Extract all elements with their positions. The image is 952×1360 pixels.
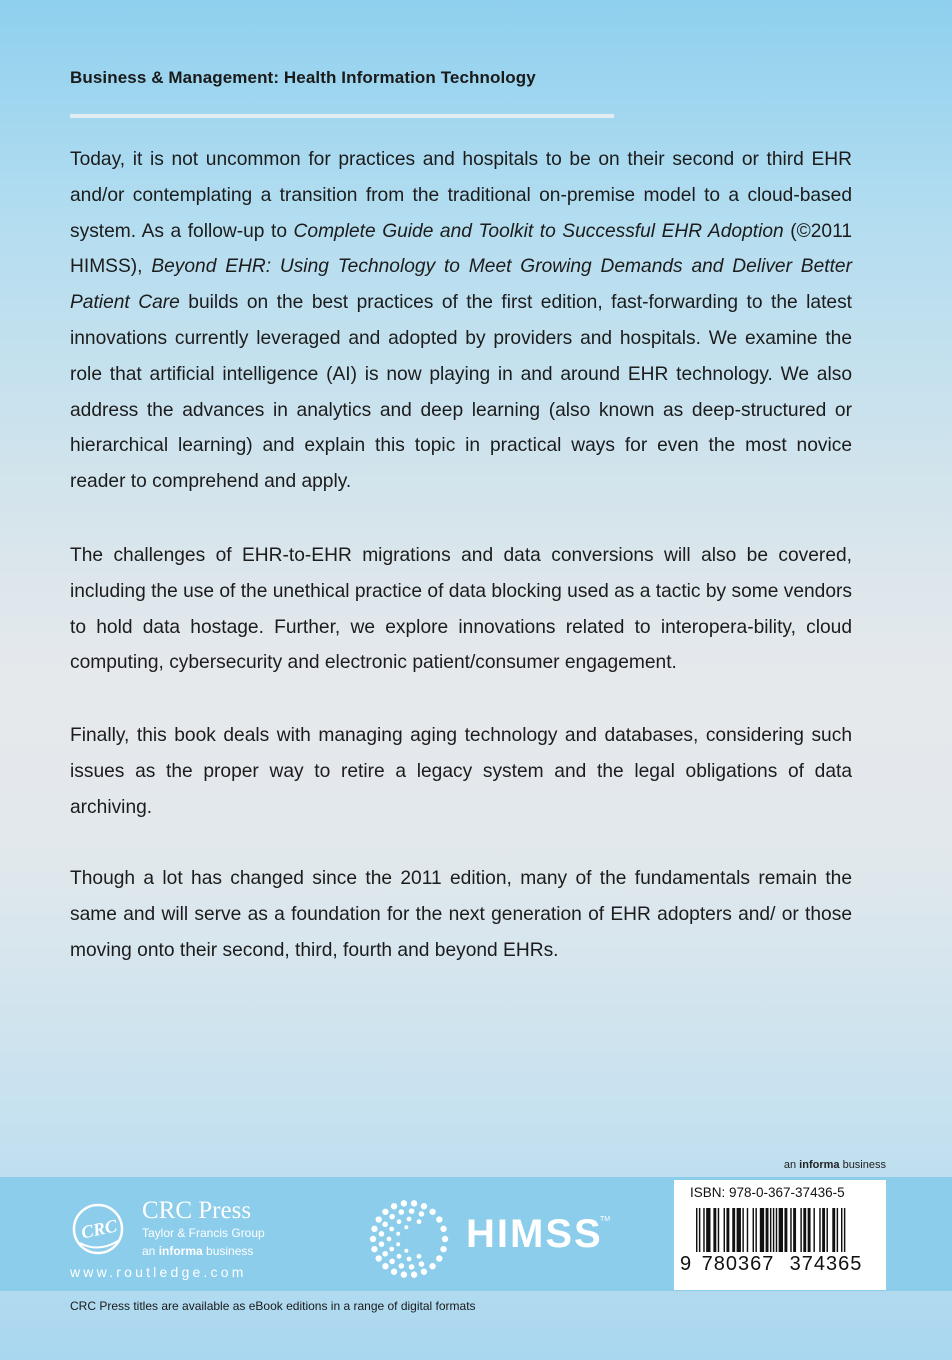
ebook-availability-note: CRC Press titles are available as eBook editions in a range of digital formats <box>70 1299 476 1313</box>
himss-dot-13 <box>376 1216 382 1222</box>
himss-dot-36 <box>397 1254 402 1259</box>
barcode-digit-prefix: 9 <box>680 1253 692 1272</box>
publisher-group: Taylor & Francis Group <box>142 1226 265 1240</box>
himss-dot-4 <box>421 1269 427 1275</box>
barcode-bar-14 <box>760 1208 764 1252</box>
isbn-barcode <box>674 1180 886 1290</box>
himss-dot-45 <box>396 1232 400 1236</box>
barcode-bar-25 <box>808 1208 811 1252</box>
himss-dot-23 <box>409 1264 415 1270</box>
himss-dot-17 <box>411 1200 417 1206</box>
publisher-informa-tag: an informa business <box>142 1244 254 1258</box>
himss-dot-20 <box>436 1216 442 1222</box>
barcode-bar-19 <box>779 1208 783 1252</box>
barcode-bar-6 <box>724 1208 725 1252</box>
barcode-bar-33 <box>844 1208 845 1252</box>
text-run-0: The challenges of EHR-to-EHR migrations and data conversions will also be covered, including the use of the unethical practice of data blocking used as a tactic by some vendors to hold data hostage. Further, we explore innovations related to interopera-bility, cloud computing, cybersecurity and electronic patient/consumer engagement. <box>70 545 852 674</box>
himss-dot-26 <box>382 1251 388 1257</box>
himss-dot-46 <box>404 1225 408 1229</box>
himss-dot-30 <box>389 1214 395 1220</box>
text-run-2: (©2011 HIMSS), <box>70 220 852 278</box>
himss-dot-27 <box>379 1241 385 1247</box>
himss-dot-12 <box>371 1226 377 1232</box>
himss-dot-16 <box>401 1200 407 1206</box>
himss-dot-43 <box>404 1249 408 1253</box>
himss-dot-19 <box>429 1209 435 1215</box>
himss-logo-text: HIMSS <box>466 1212 603 1256</box>
text-run-0: Today, it is not uncommon for practices and hospitals to be on their second or third EHR and/or contemplating a transition from the traditional on-premise model to a cloud-based system. As a follow-up to <box>70 149 852 242</box>
barcode-bar-20 <box>784 1208 787 1252</box>
barcode-bar-4 <box>713 1208 716 1252</box>
barcode-bar-0 <box>696 1208 697 1252</box>
isbn-label: ISBN: 978-0-367-37436-5 <box>690 1185 845 1200</box>
himss-dots-icon <box>368 1198 450 1280</box>
barcode-bar-13 <box>755 1208 756 1252</box>
barcode-bar-23 <box>800 1208 801 1252</box>
barcode-bar-26 <box>813 1208 814 1252</box>
barcode-bar-29 <box>827 1208 828 1252</box>
barcode-bar-27 <box>819 1208 820 1252</box>
himss-trademark: TM <box>600 1216 611 1223</box>
himss-dot-0 <box>442 1236 448 1242</box>
himss-dot-28 <box>379 1231 385 1237</box>
himss-dot-6 <box>401 1271 407 1277</box>
himss-dot-15 <box>391 1203 397 1209</box>
crc-logo-text: CRC <box>79 1215 119 1243</box>
himss-dot-21 <box>440 1226 446 1232</box>
blurb-paragraph-1 <box>70 142 852 500</box>
himss-dot-44 <box>396 1242 400 1246</box>
informa-business-tag: an informa business <box>783 1159 886 1171</box>
himss-dot-39 <box>389 1227 394 1232</box>
text-run-4: builds on the best practices of the first edition, fast-forwarding to the latest innovations currently leveraged and adopted by providers and hospitals. We examine the role that artificial intelligence (AI) is now playing in and around EHR technology. We also address the advances in analytics and deep learning (also known as deep-structured or hierarchical learning) and explain this topic in practical ways for even the most novice reader to comprehend and apply. <box>70 292 852 493</box>
himss-dot-2 <box>436 1255 442 1261</box>
header-divider <box>70 114 614 118</box>
himss-dot-31 <box>399 1209 405 1215</box>
himss-dot-8 <box>382 1263 388 1269</box>
himss-dot-37 <box>389 1247 394 1252</box>
barcode-bar-24 <box>803 1208 806 1252</box>
barcode-bar-7 <box>726 1208 729 1252</box>
himss-dot-9 <box>376 1255 382 1261</box>
himss-dot-38 <box>387 1237 392 1242</box>
himss-dot-7 <box>391 1269 397 1275</box>
himss-dot-10 <box>371 1246 377 1252</box>
barcode-bar-3 <box>706 1208 710 1252</box>
himss-dot-18 <box>421 1203 427 1209</box>
barcode-bar-16 <box>770 1208 771 1252</box>
himss-dot-24 <box>399 1263 405 1269</box>
text-run-0: Finally, this book deals with managing aging technology and databases, considering such issues as the proper way to retire a legacy system and the legal obligations of data archiving. <box>70 725 852 818</box>
barcode-digits-left: 780367 <box>701 1253 775 1272</box>
barcode-bar-15 <box>766 1208 769 1252</box>
himss-dot-22 <box>419 1261 425 1267</box>
himss-dot-5 <box>411 1271 417 1277</box>
himss-dot-35 <box>407 1257 412 1262</box>
barcode-bar-2 <box>703 1208 704 1252</box>
himss-dot-29 <box>382 1221 388 1227</box>
barcode-icon <box>674 1208 886 1272</box>
barcode-bar-17 <box>773 1208 774 1252</box>
crc-logo-icon <box>68 1203 134 1255</box>
barcode-bar-8 <box>732 1208 735 1252</box>
barcode-bar-10 <box>742 1208 743 1252</box>
barcode-bar-28 <box>822 1208 825 1252</box>
barcode-bar-5 <box>718 1208 719 1252</box>
barcode-bar-31 <box>837 1208 838 1252</box>
blurb-paragraph-3 <box>70 718 852 825</box>
himss-dot-42 <box>417 1219 422 1224</box>
himss-dot-25 <box>389 1259 395 1265</box>
blurb-paragraph-2 <box>70 538 852 681</box>
barcode-bar-12 <box>753 1208 754 1252</box>
barcode-bar-11 <box>747 1208 748 1252</box>
text-run-0: Though a lot has changed since the 2011 edition, many of the fundamentals remain the same and will serve as a foundation for the next generation of EHR adopters and/ or those moving onto their second, third, fourth and beyond EHRs. <box>70 868 852 961</box>
himss-dot-34 <box>417 1254 422 1259</box>
series-label: Business & Management: Health Information Technology <box>70 68 536 87</box>
barcode-bar-30 <box>832 1208 835 1252</box>
barcode-bar-22 <box>793 1208 796 1252</box>
barcode-bar-9 <box>737 1208 741 1252</box>
barcode-bar-32 <box>841 1208 842 1252</box>
himss-dot-40 <box>397 1219 402 1224</box>
himss-dot-1 <box>440 1246 446 1252</box>
barcode-bar-18 <box>776 1208 777 1252</box>
barcode-digits-right: 374365 <box>789 1253 863 1272</box>
book-title-run-3: Beyond EHR: Using Technology to Meet Growing Demands and Deliver Better Patient Care <box>70 256 852 314</box>
barcode-bar-1 <box>699 1208 700 1252</box>
barcode-bar-21 <box>790 1208 791 1252</box>
blurb-paragraph-4 <box>70 861 852 968</box>
himss-dot-3 <box>429 1263 435 1269</box>
himss-dot-33 <box>419 1211 425 1217</box>
himss-dot-14 <box>382 1209 388 1215</box>
publisher-website: www.routledge.com <box>70 1264 247 1280</box>
himss-dot-32 <box>409 1208 415 1214</box>
book-title-run-1: Complete Guide and Toolkit to Successful EHR Adoption <box>293 220 784 242</box>
himss-dot-41 <box>407 1217 412 1222</box>
himss-dot-11 <box>370 1236 376 1242</box>
publisher-name: CRC Press <box>142 1197 252 1224</box>
